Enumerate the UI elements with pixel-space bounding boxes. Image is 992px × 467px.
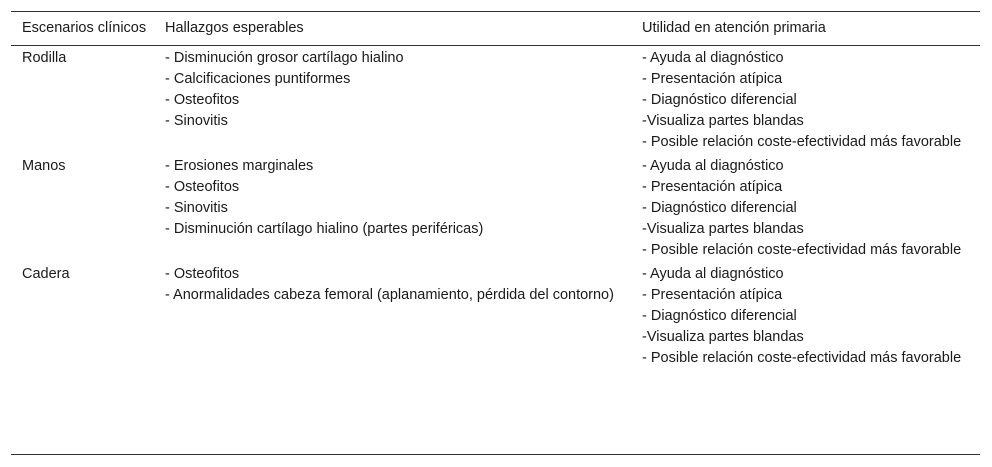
table-row	[11, 46, 980, 155]
findings-table-container	[11, 11, 980, 455]
utility-item: - Diagnóstico diferencial	[642, 200, 797, 216]
utility-item: - Presentación atípica	[642, 179, 783, 195]
row-findings	[165, 154, 642, 262]
utility-item: - Ayuda al diagnóstico	[642, 266, 784, 282]
utility-item: - Posible relación coste-efectividad más favorable	[642, 242, 962, 258]
utility-item: - Posible relación coste-efectividad más favorable	[642, 134, 962, 150]
row-utility	[642, 154, 980, 262]
row-utility	[642, 262, 980, 370]
row-utility	[642, 46, 980, 155]
utility-item: - Posible relación coste-efectividad más favorable	[642, 350, 962, 366]
utility-item: - Presentación atípica	[642, 71, 783, 87]
utility-item: - Diagnóstico diferencial	[642, 308, 797, 324]
finding-item: - Disminución cartílago hialino (partes periféricas)	[165, 221, 484, 237]
utility-item: -Visualiza partes blandas	[642, 221, 804, 237]
finding-item: - Sinovitis	[165, 200, 228, 216]
header-utility: Utilidad en atención primaria	[642, 12, 980, 46]
table-row	[11, 154, 980, 262]
row-scenario: Cadera	[22, 266, 70, 282]
row-scenario: Rodilla	[22, 50, 67, 66]
utility-item: - Ayuda al diagnóstico	[642, 50, 784, 66]
header-row	[11, 12, 980, 46]
findings-table	[11, 12, 980, 370]
finding-item: - Disminución grosor cartílago hialino	[165, 50, 404, 66]
utility-item: -Visualiza partes blandas	[642, 113, 804, 129]
finding-item: - Calcificaciones puntiformes	[165, 71, 351, 87]
utility-item: - Diagnóstico diferencial	[642, 92, 797, 108]
row-findings	[165, 46, 642, 155]
finding-item: - Osteofitos	[165, 92, 240, 108]
finding-item: - Sinovitis	[165, 113, 228, 129]
header-scenarios: Escenarios clínicos	[11, 12, 165, 46]
utility-item: -Visualiza partes blandas	[642, 329, 804, 345]
utility-item: - Presentación atípica	[642, 287, 783, 303]
finding-item: - Anormalidades cabeza femoral (aplanamiento, pérdida del contorno)	[165, 287, 614, 303]
table-header	[11, 12, 980, 46]
utility-item: - Ayuda al diagnóstico	[642, 158, 784, 174]
row-findings	[165, 262, 642, 370]
row-scenario: Manos	[22, 158, 66, 174]
finding-item: - Osteofitos	[165, 266, 240, 282]
finding-item: - Osteofitos	[165, 179, 240, 195]
table-body	[11, 46, 980, 371]
table-row	[11, 262, 980, 370]
finding-item: - Erosiones marginales	[165, 158, 314, 174]
header-findings: Hallazgos esperables	[165, 12, 642, 46]
